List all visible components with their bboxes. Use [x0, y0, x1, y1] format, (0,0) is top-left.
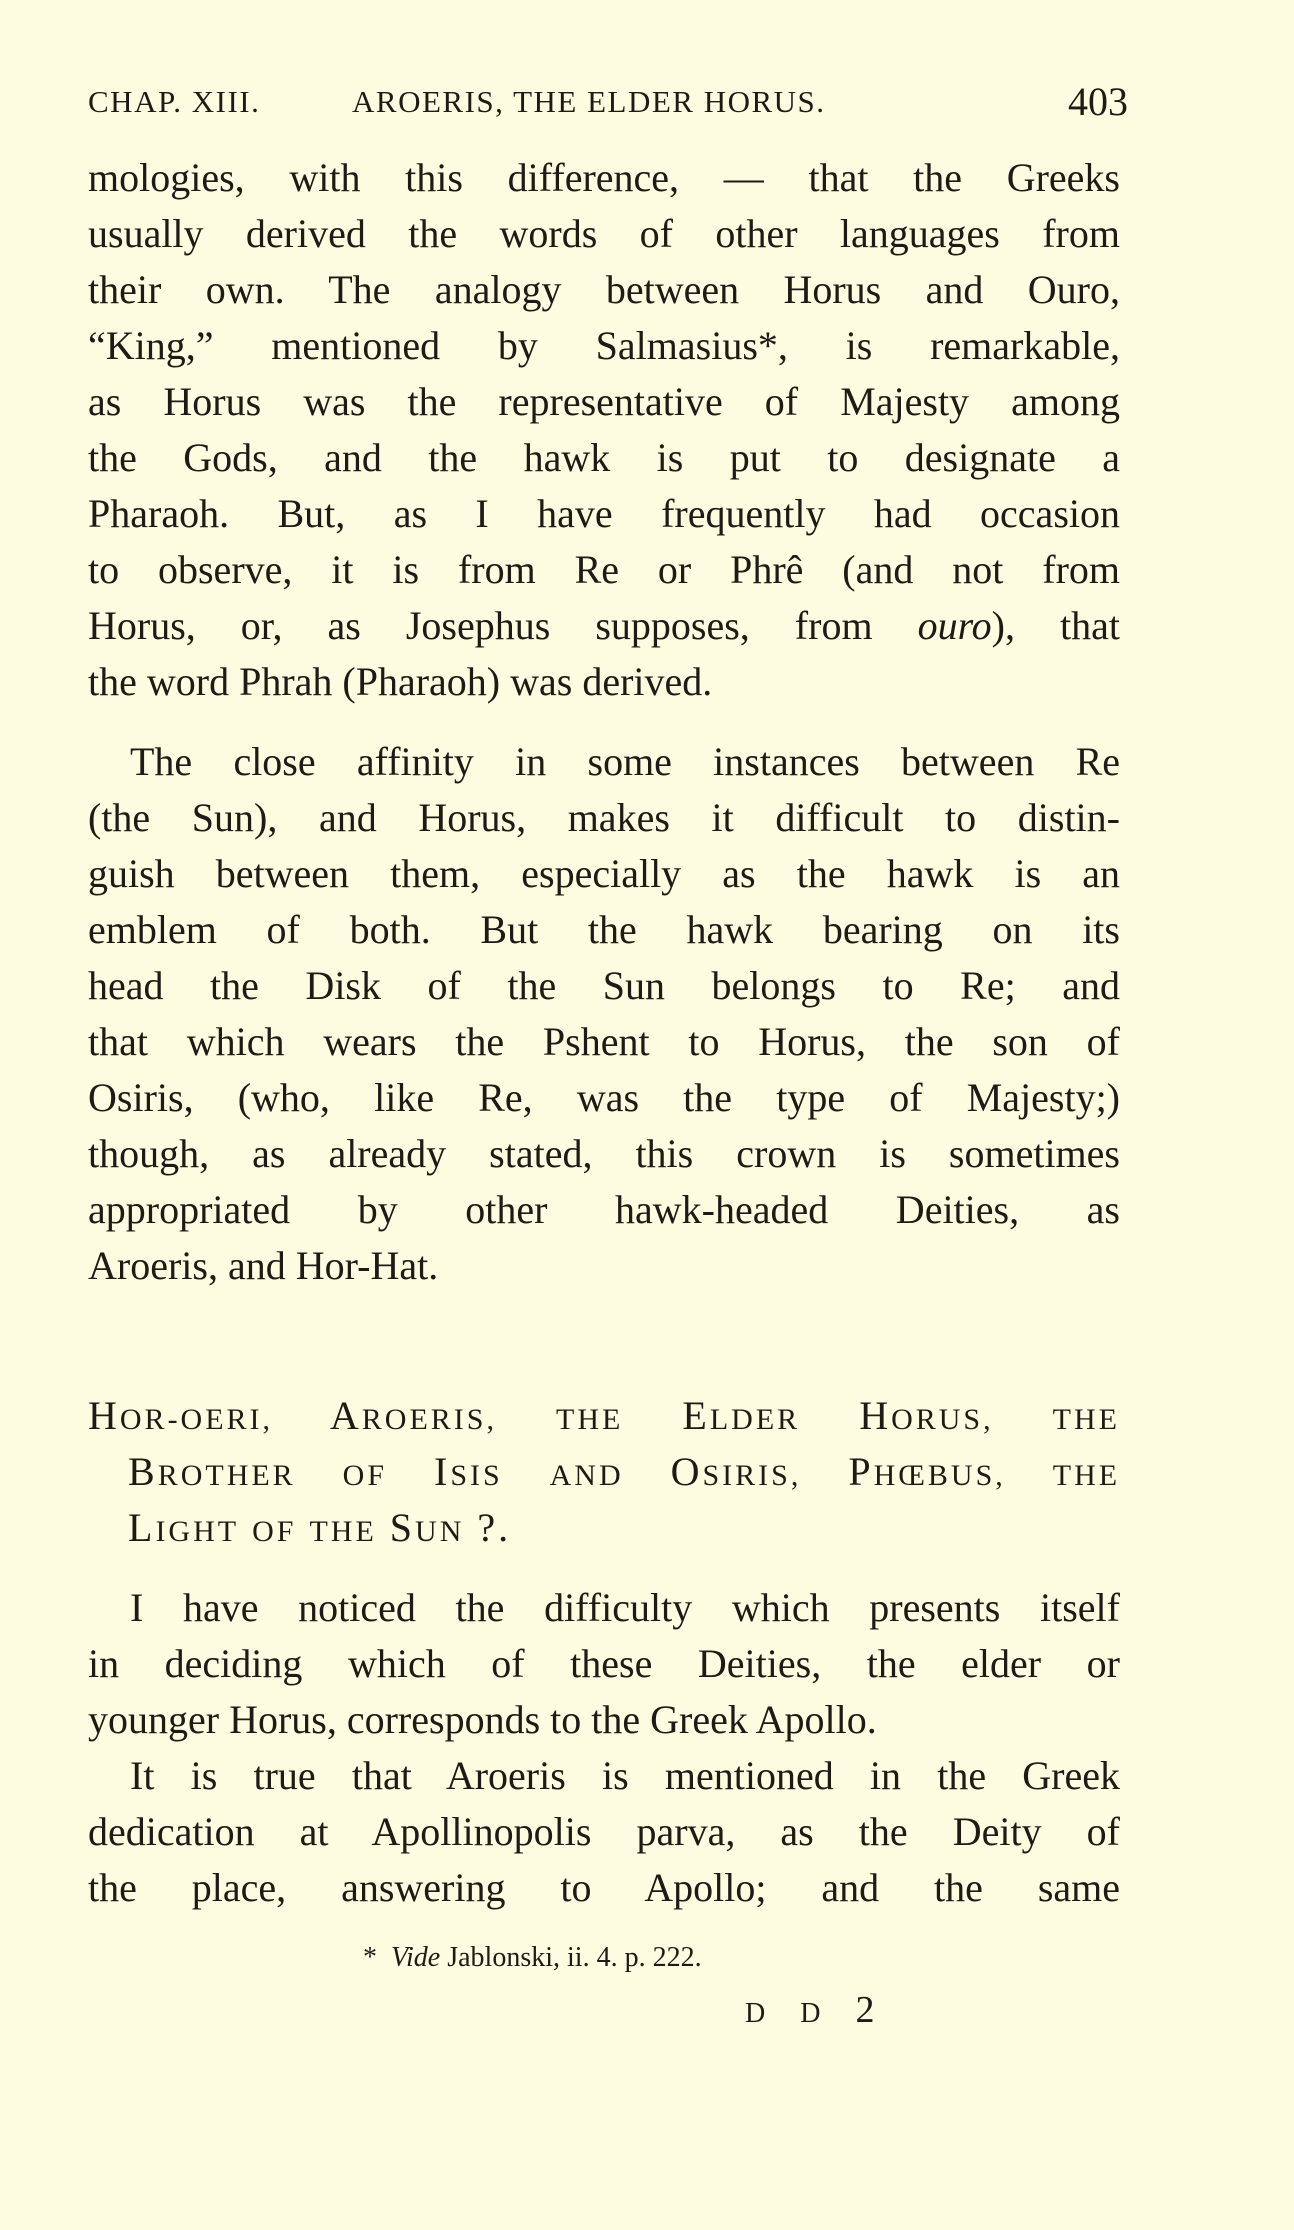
- text-line: guish between them, especially as the hawk is an: [88, 851, 1120, 896]
- text-segment: Horus, or, as Josephus supposes, from: [88, 603, 918, 648]
- text-line: appropriated by other hawk-headed Deities, as: [88, 1187, 1120, 1232]
- heading-small: ROERIS,: [361, 1403, 497, 1436]
- heading-cap: I: [433, 1449, 451, 1494]
- text-line: to observe, it is from Re or Phrê (and not from: [88, 547, 1120, 592]
- text-line: [88, 598, 1120, 654]
- section-heading-line: [88, 1388, 1120, 1444]
- heading-small: AND: [549, 1459, 624, 1492]
- footnote: [363, 1942, 702, 1974]
- text-line: “King,” mentioned by Salmasius*, is remarkable,: [88, 323, 1120, 368]
- heading-small: IGHT: [155, 1515, 240, 1548]
- text-line: though, as already stated, this crown is sometimes: [88, 1131, 1120, 1176]
- heading-small: OF: [252, 1515, 297, 1548]
- text-line: the place, answering to Apollo; and the same: [88, 1865, 1120, 1910]
- section-heading-line: [128, 1500, 1120, 1556]
- heading-cap: E: [682, 1393, 710, 1438]
- text-line: I have noticed the difficulty which presents itself: [130, 1585, 1120, 1630]
- text-line: Osiris, (who, like Re, was the type of Majesty;): [88, 1075, 1120, 1120]
- footnote-text: Jablonski, ii. 4. p. 222.: [440, 1942, 702, 1973]
- text-line: usually derived the words of other languages from: [88, 211, 1120, 256]
- signature-number: 2: [855, 1989, 875, 2031]
- heading-small: UN: [415, 1515, 465, 1548]
- heading-punct: ?.: [477, 1505, 512, 1550]
- heading-small: SIS: [450, 1459, 503, 1492]
- text-line: that which wears the Pshent to Horus, the son of: [88, 1019, 1120, 1064]
- text-line: in deciding which of these Deities, the elder or: [88, 1641, 1120, 1686]
- running-header: [88, 79, 1128, 134]
- heading-small: THE: [1052, 1403, 1120, 1436]
- section-heading-line: [128, 1444, 1120, 1500]
- heading-small: ORUS,: [891, 1403, 994, 1436]
- heading-small: OR-OERI,: [119, 1403, 274, 1436]
- text-line: dedication at Apollinopolis parva, as the Deity of: [88, 1809, 1120, 1854]
- text-line: The close affinity in some instances between Re: [130, 739, 1120, 784]
- heading-cap: S: [389, 1505, 416, 1550]
- text-line: Pharaoh. But, as I have frequently had occasion: [88, 491, 1120, 536]
- heading-small: LDER: [709, 1403, 801, 1436]
- heading-small: THE: [309, 1515, 377, 1548]
- text-line: as Horus was the representative of Majesty among: [88, 379, 1120, 424]
- heading-cap: B: [128, 1449, 158, 1494]
- text-line: Aroeris, and Hor-Hat.: [88, 1243, 439, 1288]
- text-line: emblem of both. But the hawk bearing on its: [88, 907, 1120, 952]
- chapter-label: CHAP. XIII.: [88, 84, 261, 119]
- page-number: 403: [1068, 79, 1128, 124]
- heading-small: HŒBUS,: [873, 1459, 1006, 1492]
- heading-cap: A: [329, 1393, 362, 1438]
- heading-cap: L: [128, 1505, 156, 1550]
- heading-cap: P: [848, 1449, 874, 1494]
- text-line: younger Horus, corresponds to the Greek Apollo.: [88, 1697, 877, 1742]
- heading-cap: H: [859, 1393, 892, 1438]
- running-title: AROERIS, THE ELDER HORUS.: [352, 84, 826, 119]
- text-line: mologies, with this difference, — that the Greeks: [88, 155, 1120, 200]
- text-line: It is true that Aroeris is mentioned in the Greek: [130, 1753, 1120, 1798]
- heading-small: THE: [556, 1403, 624, 1436]
- heading-small: SIRIS,: [702, 1459, 802, 1492]
- footnote-italic: Vide: [391, 1942, 441, 1973]
- text-line: the Gods, and the hawk is put to designate a: [88, 435, 1120, 480]
- heading-small: ROTHER: [157, 1459, 296, 1492]
- heading-cap: O: [670, 1449, 703, 1494]
- text-line: head the Disk of the Sun belongs to Re; and: [88, 963, 1120, 1008]
- heading-small: THE: [1052, 1459, 1121, 1492]
- text-line: their own. The analogy between Horus and Ouro,: [88, 267, 1120, 312]
- heading-small: OF: [342, 1459, 388, 1492]
- signature-mark: [745, 1988, 874, 2032]
- footnote-mark: *: [363, 1942, 377, 1973]
- text-segment: ), that: [991, 603, 1120, 648]
- signature-letters: D D: [745, 1998, 835, 2029]
- italic-word: ouro: [917, 603, 992, 648]
- text-line: (the Sun), and Horus, makes it difficult to distin-: [88, 795, 1120, 840]
- heading-cap: H: [88, 1393, 120, 1438]
- text-line: the word Phrah (Pharaoh) was derived.: [88, 659, 713, 704]
